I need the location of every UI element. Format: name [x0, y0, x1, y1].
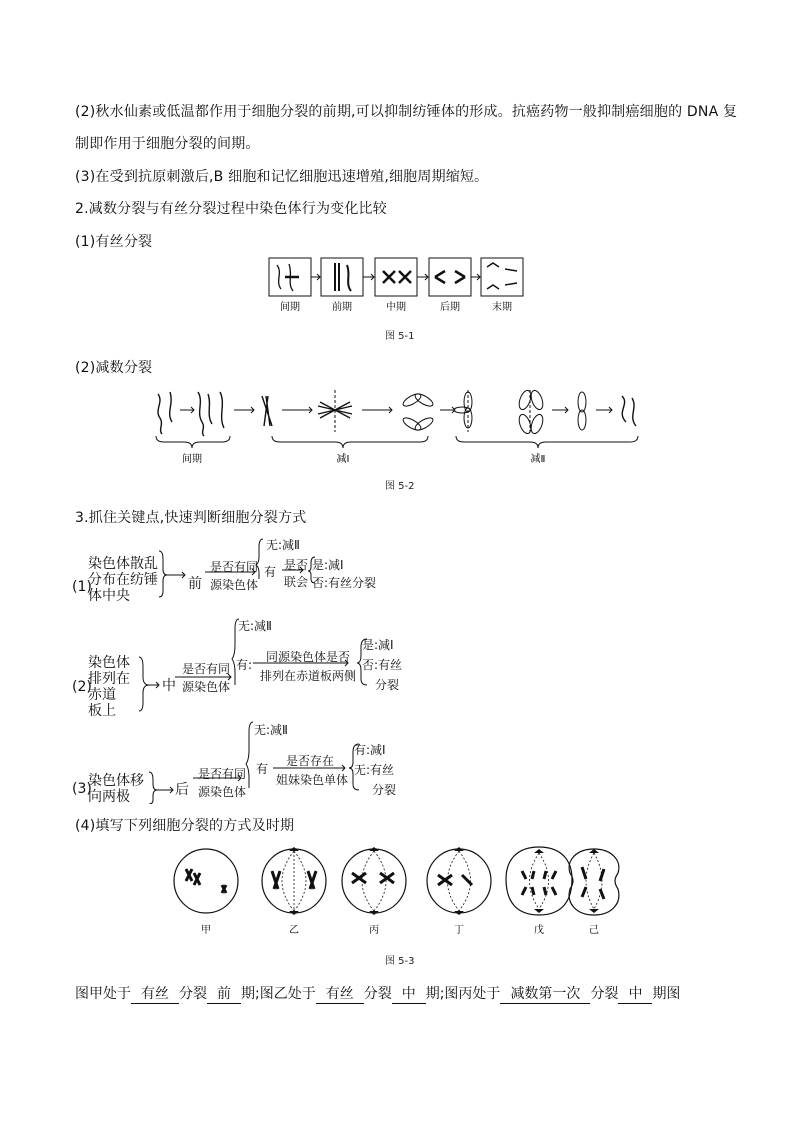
flow-question: 是否存在: [286, 754, 335, 768]
flow-question: 源染色体: [210, 578, 259, 592]
flow-question: 排列在赤道板两侧: [260, 669, 357, 683]
cell-label: 甲: [201, 925, 211, 936]
answer-text: 分裂: [179, 986, 207, 1002]
flow-question: 联会: [284, 575, 309, 589]
flow-result: 无:有丝: [354, 763, 395, 777]
flow-result: 无:减Ⅱ: [254, 723, 288, 737]
stage-label: 后期: [440, 302, 460, 313]
subsection-heading: (2)减数分裂: [75, 360, 153, 376]
flow-condition: 向两极: [88, 789, 130, 805]
flow-result: 分裂: [372, 783, 397, 797]
flow-condition: 染色体散乱: [88, 556, 158, 572]
figure-5-2: [150, 382, 650, 467]
stage-label: 末期: [492, 302, 512, 313]
flow-question: 是否有同: [198, 767, 247, 781]
flow-result: 分裂: [375, 678, 400, 692]
flow-phase: 中: [162, 678, 176, 694]
paragraph-line: 制即作用于细胞分裂的间期。: [75, 136, 260, 152]
flow-condition: 染色体: [88, 655, 130, 671]
stage-label: 间期: [280, 302, 300, 313]
answer-blank: 有丝: [316, 983, 364, 1004]
flow-number: (1): [72, 579, 92, 595]
flow-number: (2): [72, 679, 92, 695]
stage-label: 前期: [332, 302, 352, 313]
flow-result: 有:减Ⅰ: [354, 743, 386, 757]
figure-caption: 图 5-1: [385, 331, 415, 342]
flow-result: 否:有丝分裂: [312, 576, 377, 590]
answer-text: 图甲处于: [75, 986, 131, 1002]
flow-condition: 排列在: [88, 671, 130, 687]
flow-branch: 有:: [236, 658, 253, 672]
figure-caption: 图 5-3: [385, 956, 415, 967]
flow-result: 无:减Ⅱ: [266, 538, 300, 552]
flow-question: 是否有同: [182, 662, 231, 676]
flow-condition: 体中央: [88, 588, 130, 604]
answer-blank: 前: [207, 983, 241, 1004]
section-title: 2.减数分裂与有丝分裂过程中染色体行为变化比较: [75, 201, 387, 217]
subsection-heading: (4)填写下列细胞分裂的方式及时期: [75, 818, 295, 834]
cell-label: 戊: [534, 925, 544, 936]
flow-question: 源染色体: [182, 680, 231, 694]
flow-question: 源染色体: [198, 785, 247, 799]
answer-text: 期图: [652, 986, 681, 1002]
group-label: 减Ⅱ: [530, 454, 546, 465]
figure-5-1: [265, 255, 535, 315]
flow-result: 否:有丝: [362, 658, 403, 672]
flow-condition: 分布在纺锤: [88, 572, 158, 588]
paragraph-line: (3)在受到抗原刺激后,B 细胞和记忆细胞迅速增殖,细胞周期缩短。: [75, 169, 489, 185]
flow-result: 是:减Ⅰ: [312, 558, 344, 572]
section-title: 3.抓住关键点,快速判断细胞分裂方式: [75, 510, 307, 526]
flow-phase: 后: [175, 782, 189, 798]
flow-condition: 赤道: [88, 687, 116, 703]
flow-result: 无:减Ⅱ: [238, 619, 272, 633]
stage-label: 中期: [386, 302, 406, 313]
group-label: 减Ⅰ: [336, 454, 350, 465]
figure-5-3: [170, 843, 630, 938]
flow-condition: 板上: [88, 703, 116, 719]
flow-condition: 染色体移: [88, 773, 144, 789]
cell-label: 乙: [289, 925, 299, 936]
answer-blank: 减数第一次: [500, 983, 590, 1004]
flowchart-1-lines: [155, 535, 315, 605]
answer-text: 期;图丙处于: [425, 986, 501, 1002]
flow-branch: 有: [256, 762, 269, 776]
flow-phase: 前: [188, 576, 202, 592]
answer-text: 分裂: [590, 986, 619, 1002]
answer-blank: 中: [618, 983, 652, 1004]
flow-question: 同源染色体是否: [266, 650, 351, 664]
figure-caption: 图 5-2: [385, 481, 415, 492]
answer-blank: 有丝: [131, 983, 179, 1004]
cell-label: 丁: [454, 925, 464, 936]
answer-line: [75, 983, 680, 1004]
paragraph-line: (2)秋水仙素或低温都作用于细胞分裂的前期,可以抑制纺锤体的形成。抗癌药物一般抑制癌细胞的 DNA 复: [75, 104, 738, 120]
cell-label: 己: [589, 925, 599, 936]
flow-question: 是否: [284, 558, 309, 572]
answer-blank: 中: [392, 983, 426, 1004]
answer-text: 分裂: [363, 986, 392, 1002]
flow-branch: 有: [264, 565, 277, 579]
group-label: 间期: [182, 454, 202, 465]
subsection-heading: (1)有丝分裂: [75, 234, 153, 250]
flow-question: 姐妹染色单体: [276, 773, 349, 787]
answer-text: 期;图乙处于: [241, 986, 316, 1002]
flow-result: 是:减Ⅰ: [362, 638, 394, 652]
cell-label: 丙: [369, 925, 379, 936]
flow-number: (3): [72, 781, 92, 797]
flow-question: 是否有同: [210, 560, 259, 574]
